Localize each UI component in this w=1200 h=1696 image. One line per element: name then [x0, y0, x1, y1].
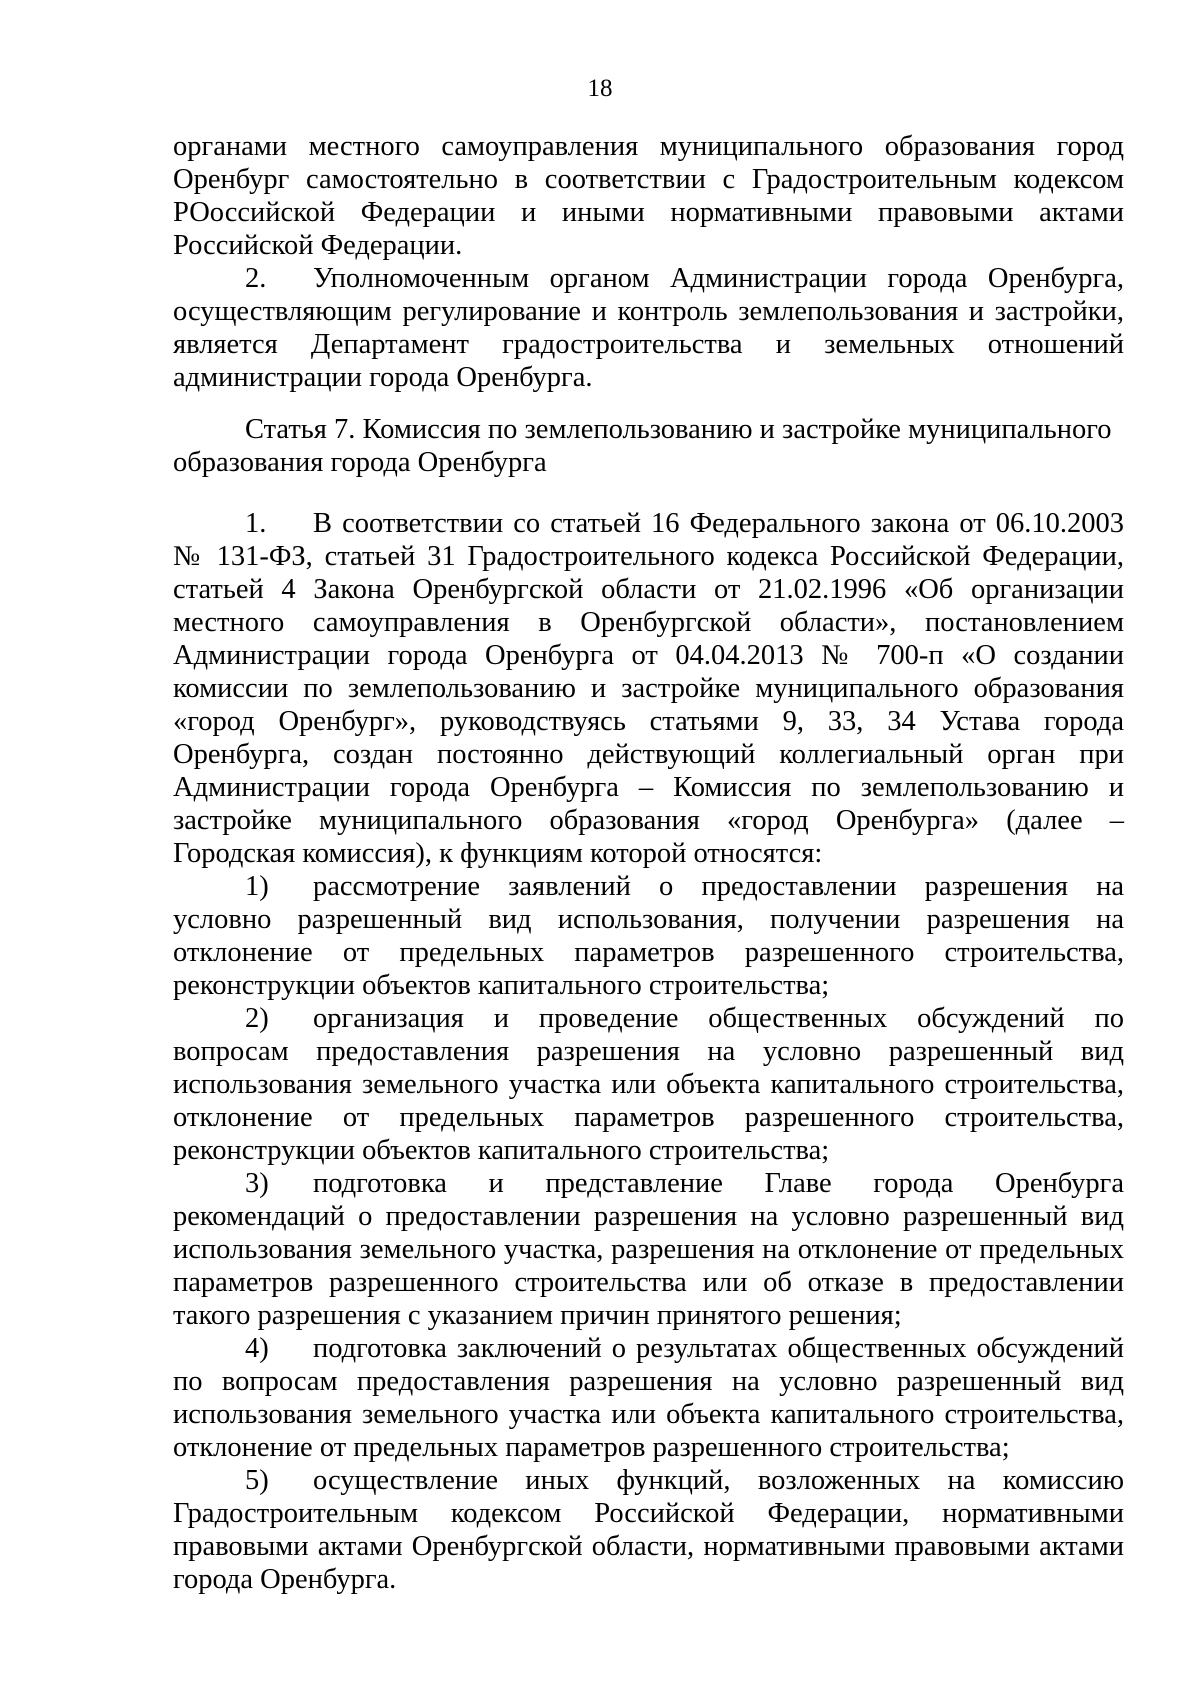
- function-text: рассмотрение заявлений о предоставлении разрешения на условно разрешенный вид использования, получении разрешения на отклонение от предельных параметров разрешенного строительства, реконструкции объектов капитального строительства;: [173, 871, 1124, 1001]
- function-text: подготовка заключений о результатах общественных обсуждений по вопросам предоставления разрешения на условно разрешенный вид использования земельного участка или объекта капитального строительства, отклонение от предельных параметров разрешенного строительства;: [173, 1333, 1124, 1463]
- function-text: организация и проведение общественных обсуждений по вопросам предоставления разрешения на условно разрешенный вид использования земельного участка или объекта капитального строительства, отклонение от предельных параметров разрешенного строительства, реконструкции объектов капитального строительства;: [173, 1003, 1124, 1166]
- function-item-2: [173, 1002, 1124, 1167]
- function-item-5: [173, 1464, 1124, 1596]
- function-number: 3): [245, 1168, 269, 1199]
- continuation-paragraph: органами местного самоуправления муниципального образования город Оренбург самостоятельно в соответствии с Градостроительным кодексом РОоссийской Федерации и иными нормативными правовыми актами Российской Федерации.: [173, 131, 1124, 261]
- function-item-1: [173, 870, 1124, 1002]
- function-item-3: [173, 1167, 1124, 1332]
- function-text: осуществление иных функций, возложенных на комиссию Градостроительным кодексом Российской Федерации, нормативными правовыми актами Оренбургской области, нормативными правовыми актами города Оренбурга.: [173, 1465, 1124, 1595]
- item-number: 1.: [245, 508, 267, 539]
- article-6-continuation: [173, 130, 1124, 394]
- paragraph-item-1: [173, 507, 1124, 870]
- item-number: 2.: [245, 263, 267, 294]
- page-number: 18: [587, 75, 613, 102]
- item-text: В соответствии со статьей 16 Федерального закона от 06.10.2003 № 131-ФЗ, статьей 31 Градостроительного кодекса Российской Федерации, статьей 4 Закона Оренбургской области от 21.02.1996 «Об организации местного самоуправления в Оренбургской области», постановлением Администрации города Оренбурга от 04.04.2013 № 700-п «О создании комиссии по землепользованию и застройке муниципального образования «город Оренбург», руководствуясь статьями 9, 33, 34 Устава города Оренбурга, создан постоянно действующий коллегиальный орган при Администрации города Оренбурга – Комиссия по землепользованию и застройке муниципального образования «город Оренбурга» (далее – Городская комиссия), к функциям которой относятся:: [173, 508, 1124, 869]
- function-number: 2): [245, 1003, 269, 1034]
- item-text: Уполномоченным органом Администрации города Оренбурга, осуществляющим регулирование и контроль землепользования и застройки, является Департамент градостроительства и земельных отношений администрации города Оренбурга.: [173, 263, 1124, 393]
- paragraph-item-2: [173, 262, 1124, 394]
- function-number: 4): [245, 1333, 269, 1364]
- function-text: подготовка и представление Главе города Оренбурга рекомендаций о предоставлении разрешения на условно разрешенный вид использования земельного участка, разрешения на отклонение от предельных параметров разрешенного строительства или об отказе в предоставлении такого разрешения с указанием причин принятого решения;: [173, 1168, 1124, 1331]
- article-7-body: [173, 507, 1124, 1596]
- function-number: 5): [245, 1465, 269, 1496]
- function-number: 1): [245, 871, 269, 902]
- function-item-4: [173, 1332, 1124, 1464]
- article-heading: Статья 7. Комиссия по землепользованию и застройке муниципального образования города Оренбурга: [173, 414, 1112, 478]
- article-7-heading-block: [173, 413, 1124, 479]
